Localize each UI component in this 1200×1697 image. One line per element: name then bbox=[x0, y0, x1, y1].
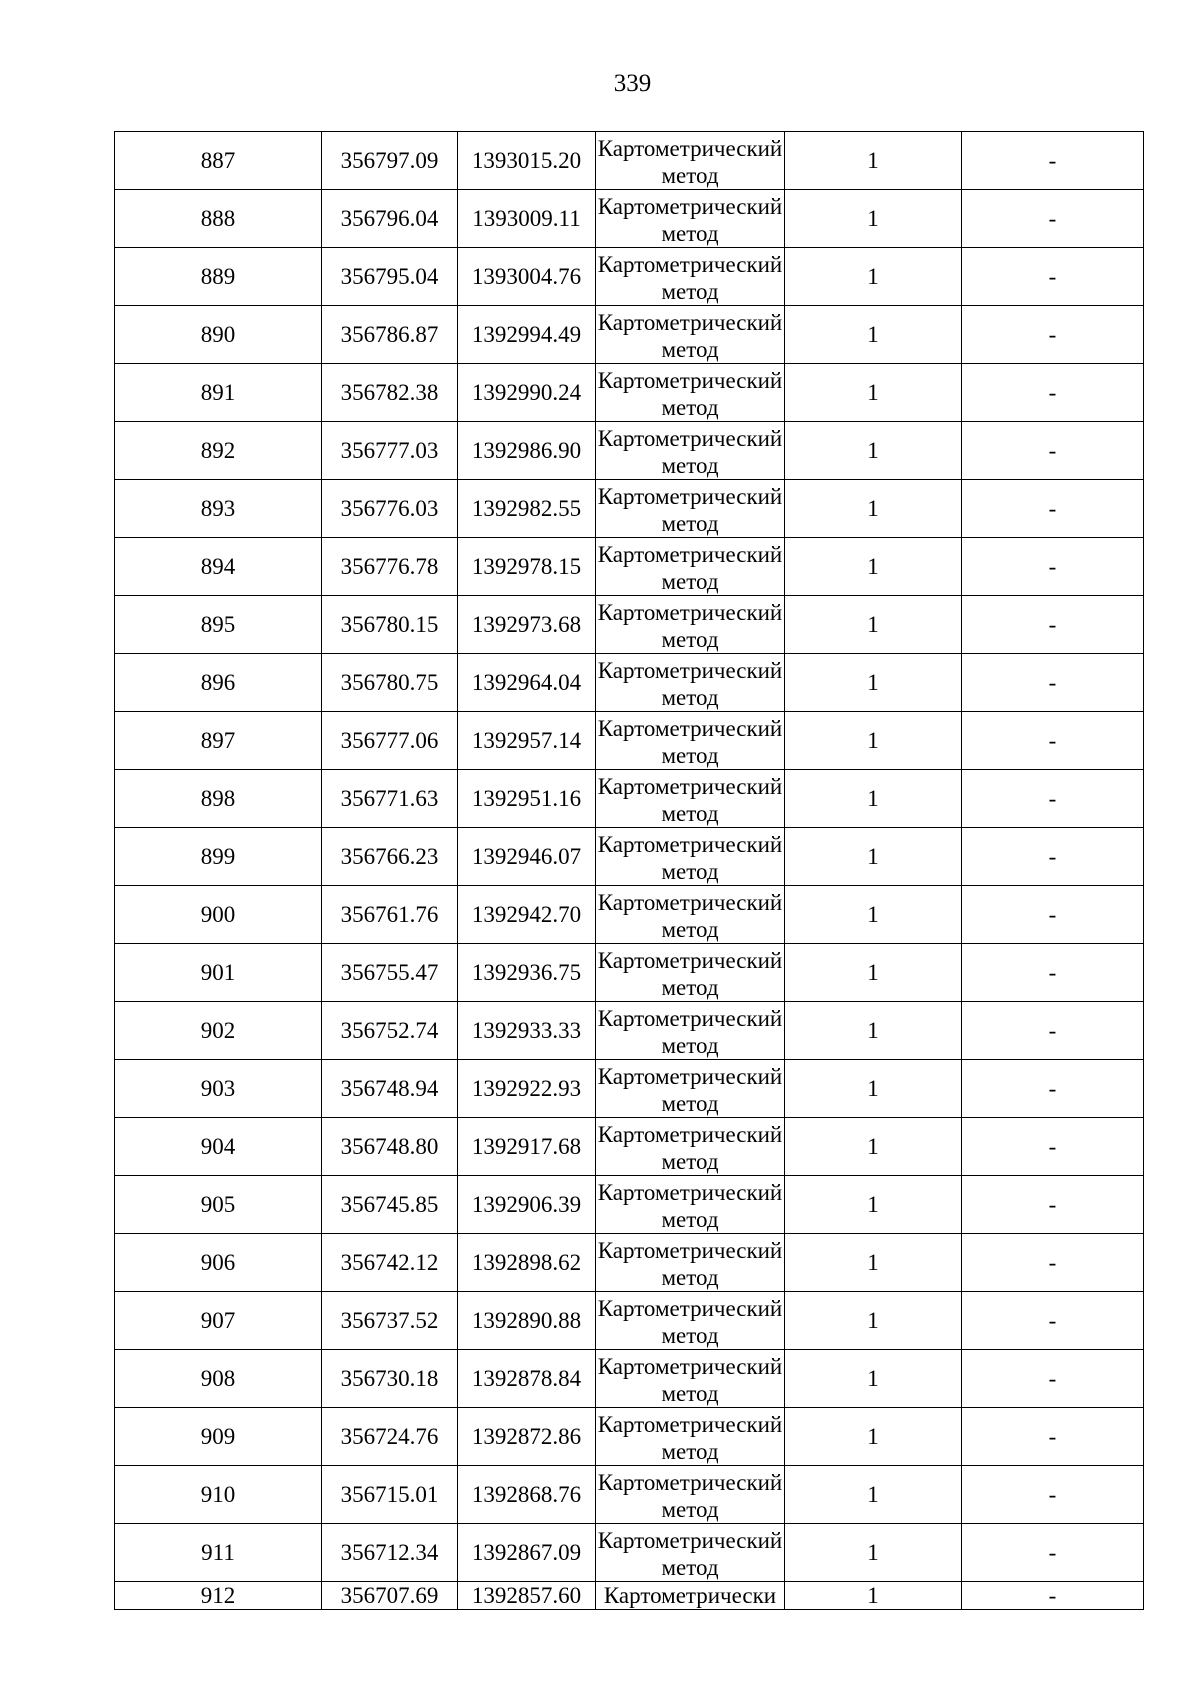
x-coordinate-cell: 356748.94 bbox=[322, 1060, 458, 1118]
point-number-cell: 893 bbox=[115, 480, 322, 538]
note-cell: - bbox=[962, 538, 1144, 596]
note-cell: - bbox=[962, 1582, 1144, 1610]
accuracy-cell: 1 bbox=[785, 828, 962, 886]
table-row bbox=[115, 596, 1144, 654]
accuracy-cell: 1 bbox=[785, 132, 962, 190]
point-number-cell: 894 bbox=[115, 538, 322, 596]
table-row bbox=[115, 364, 1144, 422]
method-cell: Картометрический метод bbox=[596, 248, 785, 306]
accuracy-cell: 1 bbox=[785, 654, 962, 712]
accuracy-cell: 1 bbox=[785, 538, 962, 596]
method-cell: Картометрический метод bbox=[596, 306, 785, 364]
table-row bbox=[115, 944, 1144, 1002]
method-cell: Картометрический метод bbox=[596, 538, 785, 596]
x-coordinate-cell: 356730.18 bbox=[322, 1350, 458, 1408]
table-row bbox=[115, 1466, 1144, 1524]
table-row bbox=[115, 190, 1144, 248]
note-cell: - bbox=[962, 596, 1144, 654]
note-cell: - bbox=[962, 1234, 1144, 1292]
accuracy-cell: 1 bbox=[785, 306, 962, 364]
y-coordinate-cell: 1392936.75 bbox=[458, 944, 596, 1002]
note-cell: - bbox=[962, 944, 1144, 1002]
table-row bbox=[115, 1002, 1144, 1060]
method-cell: Картометрический метод bbox=[596, 1292, 785, 1350]
coordinates-table-body bbox=[115, 132, 1144, 1610]
y-coordinate-cell: 1392922.93 bbox=[458, 1060, 596, 1118]
x-coordinate-cell: 356796.04 bbox=[322, 190, 458, 248]
table-row bbox=[115, 1176, 1144, 1234]
point-number-cell: 900 bbox=[115, 886, 322, 944]
x-coordinate-cell: 356745.85 bbox=[322, 1176, 458, 1234]
point-number-cell: 902 bbox=[115, 1002, 322, 1060]
note-cell: - bbox=[962, 712, 1144, 770]
y-coordinate-cell: 1392978.15 bbox=[458, 538, 596, 596]
method-cell: Картометрический метод bbox=[596, 654, 785, 712]
point-number-cell: 910 bbox=[115, 1466, 322, 1524]
note-cell: - bbox=[962, 1176, 1144, 1234]
y-coordinate-cell: 1392986.90 bbox=[458, 422, 596, 480]
x-coordinate-cell: 356715.01 bbox=[322, 1466, 458, 1524]
point-number-cell: 901 bbox=[115, 944, 322, 1002]
accuracy-cell: 1 bbox=[785, 248, 962, 306]
accuracy-cell: 1 bbox=[785, 1292, 962, 1350]
point-number-cell: 908 bbox=[115, 1350, 322, 1408]
method-cell: Картометрический метод bbox=[596, 132, 785, 190]
point-number-cell: 905 bbox=[115, 1176, 322, 1234]
method-cell: Картометрический метод bbox=[596, 596, 785, 654]
accuracy-cell: 1 bbox=[785, 1350, 962, 1408]
table-row bbox=[115, 1118, 1144, 1176]
accuracy-cell: 1 bbox=[785, 596, 962, 654]
accuracy-cell: 1 bbox=[785, 770, 962, 828]
y-coordinate-cell: 1392973.68 bbox=[458, 596, 596, 654]
note-cell: - bbox=[962, 248, 1144, 306]
method-cell: Картометрический метод bbox=[596, 886, 785, 944]
table-row bbox=[115, 712, 1144, 770]
method-cell: Картометрический метод bbox=[596, 422, 785, 480]
point-number-cell: 897 bbox=[115, 712, 322, 770]
accuracy-cell: 1 bbox=[785, 944, 962, 1002]
method-cell: Картометрический метод bbox=[596, 1002, 785, 1060]
y-coordinate-cell: 1392878.84 bbox=[458, 1350, 596, 1408]
x-coordinate-cell: 356748.80 bbox=[322, 1118, 458, 1176]
y-coordinate-cell: 1392917.68 bbox=[458, 1118, 596, 1176]
table-row bbox=[115, 1408, 1144, 1466]
accuracy-cell: 1 bbox=[785, 1582, 962, 1610]
table-row bbox=[115, 1582, 1144, 1610]
accuracy-cell: 1 bbox=[785, 1524, 962, 1582]
note-cell: - bbox=[962, 770, 1144, 828]
point-number-cell: 892 bbox=[115, 422, 322, 480]
point-number-cell: 903 bbox=[115, 1060, 322, 1118]
method-cell: Картометрический метод bbox=[596, 712, 785, 770]
method-cell: Картометрический метод bbox=[596, 480, 785, 538]
y-coordinate-cell: 1392890.88 bbox=[458, 1292, 596, 1350]
accuracy-cell: 1 bbox=[785, 422, 962, 480]
y-coordinate-cell: 1392857.60 bbox=[458, 1582, 596, 1610]
point-number-cell: 907 bbox=[115, 1292, 322, 1350]
point-number-cell: 895 bbox=[115, 596, 322, 654]
table-row bbox=[115, 770, 1144, 828]
x-coordinate-cell: 356755.47 bbox=[322, 944, 458, 1002]
y-coordinate-cell: 1392906.39 bbox=[458, 1176, 596, 1234]
accuracy-cell: 1 bbox=[785, 886, 962, 944]
point-number-cell: 890 bbox=[115, 306, 322, 364]
accuracy-cell: 1 bbox=[785, 480, 962, 538]
y-coordinate-cell: 1392982.55 bbox=[458, 480, 596, 538]
x-coordinate-cell: 356780.75 bbox=[322, 654, 458, 712]
table-row bbox=[115, 132, 1144, 190]
x-coordinate-cell: 356795.04 bbox=[322, 248, 458, 306]
y-coordinate-cell: 1392933.33 bbox=[458, 1002, 596, 1060]
note-cell: - bbox=[962, 364, 1144, 422]
y-coordinate-cell: 1393004.76 bbox=[458, 248, 596, 306]
page-number: 339 bbox=[613, 70, 652, 97]
note-cell: - bbox=[962, 654, 1144, 712]
method-cell: Картометрический метод bbox=[596, 1176, 785, 1234]
note-cell: - bbox=[962, 1466, 1144, 1524]
y-coordinate-cell: 1393015.20 bbox=[458, 132, 596, 190]
note-cell: - bbox=[962, 1408, 1144, 1466]
y-coordinate-cell: 1392898.62 bbox=[458, 1234, 596, 1292]
y-coordinate-cell: 1392964.04 bbox=[458, 654, 596, 712]
accuracy-cell: 1 bbox=[785, 712, 962, 770]
point-number-cell: 904 bbox=[115, 1118, 322, 1176]
y-coordinate-cell: 1392994.49 bbox=[458, 306, 596, 364]
x-coordinate-cell: 356782.38 bbox=[322, 364, 458, 422]
method-cell: Картометрический метод bbox=[596, 1408, 785, 1466]
note-cell: - bbox=[962, 1060, 1144, 1118]
x-coordinate-cell: 356771.63 bbox=[322, 770, 458, 828]
note-cell: - bbox=[962, 828, 1144, 886]
note-cell: - bbox=[962, 886, 1144, 944]
method-cell: Картометрический метод bbox=[596, 1350, 785, 1408]
accuracy-cell: 1 bbox=[785, 1060, 962, 1118]
table-row bbox=[115, 1524, 1144, 1582]
method-cell: Картометрический метод bbox=[596, 364, 785, 422]
point-number-cell: 891 bbox=[115, 364, 322, 422]
point-number-cell: 912 bbox=[115, 1582, 322, 1610]
x-coordinate-cell: 356761.76 bbox=[322, 886, 458, 944]
point-number-cell: 911 bbox=[115, 1524, 322, 1582]
method-cell: Картометрический метод bbox=[596, 1234, 785, 1292]
method-cell: Картометрически bbox=[596, 1582, 785, 1610]
accuracy-cell: 1 bbox=[785, 1118, 962, 1176]
method-cell: Картометрический метод bbox=[596, 1466, 785, 1524]
table-row bbox=[115, 480, 1144, 538]
accuracy-cell: 1 bbox=[785, 190, 962, 248]
x-coordinate-cell: 356766.23 bbox=[322, 828, 458, 886]
note-cell: - bbox=[962, 190, 1144, 248]
point-number-cell: 906 bbox=[115, 1234, 322, 1292]
note-cell: - bbox=[962, 1350, 1144, 1408]
table-row bbox=[115, 1234, 1144, 1292]
note-cell: - bbox=[962, 1002, 1144, 1060]
note-cell: - bbox=[962, 306, 1144, 364]
x-coordinate-cell: 356724.76 bbox=[322, 1408, 458, 1466]
method-cell: Картометрический метод bbox=[596, 944, 785, 1002]
table-row bbox=[115, 1350, 1144, 1408]
table-row bbox=[115, 538, 1144, 596]
table-row bbox=[115, 1292, 1144, 1350]
x-coordinate-cell: 356780.15 bbox=[322, 596, 458, 654]
y-coordinate-cell: 1392867.09 bbox=[458, 1524, 596, 1582]
note-cell: - bbox=[962, 422, 1144, 480]
note-cell: - bbox=[962, 1524, 1144, 1582]
x-coordinate-cell: 356707.69 bbox=[322, 1582, 458, 1610]
table-row bbox=[115, 886, 1144, 944]
x-coordinate-cell: 356776.78 bbox=[322, 538, 458, 596]
x-coordinate-cell: 356737.52 bbox=[322, 1292, 458, 1350]
x-coordinate-cell: 356777.03 bbox=[322, 422, 458, 480]
point-number-cell: 909 bbox=[115, 1408, 322, 1466]
y-coordinate-cell: 1392868.76 bbox=[458, 1466, 596, 1524]
method-cell: Картометрический метод bbox=[596, 1060, 785, 1118]
method-cell: Картометрический метод bbox=[596, 770, 785, 828]
point-number-cell: 889 bbox=[115, 248, 322, 306]
note-cell: - bbox=[962, 132, 1144, 190]
method-cell: Картометрический метод bbox=[596, 1524, 785, 1582]
method-cell: Картометрический метод bbox=[596, 828, 785, 886]
table-row bbox=[115, 306, 1144, 364]
y-coordinate-cell: 1392957.14 bbox=[458, 712, 596, 770]
note-cell: - bbox=[962, 480, 1144, 538]
method-cell: Картометрический метод bbox=[596, 190, 785, 248]
point-number-cell: 888 bbox=[115, 190, 322, 248]
x-coordinate-cell: 356742.12 bbox=[322, 1234, 458, 1292]
y-coordinate-cell: 1392990.24 bbox=[458, 364, 596, 422]
y-coordinate-cell: 1392946.07 bbox=[458, 828, 596, 886]
table-row bbox=[115, 828, 1144, 886]
accuracy-cell: 1 bbox=[785, 1002, 962, 1060]
x-coordinate-cell: 356786.87 bbox=[322, 306, 458, 364]
y-coordinate-cell: 1392872.86 bbox=[458, 1408, 596, 1466]
accuracy-cell: 1 bbox=[785, 1176, 962, 1234]
accuracy-cell: 1 bbox=[785, 364, 962, 422]
y-coordinate-cell: 1392951.16 bbox=[458, 770, 596, 828]
point-number-cell: 898 bbox=[115, 770, 322, 828]
accuracy-cell: 1 bbox=[785, 1466, 962, 1524]
x-coordinate-cell: 356777.06 bbox=[322, 712, 458, 770]
table-row bbox=[115, 1060, 1144, 1118]
method-cell: Картометрический метод bbox=[596, 1118, 785, 1176]
y-coordinate-cell: 1393009.11 bbox=[458, 190, 596, 248]
y-coordinate-cell: 1392942.70 bbox=[458, 886, 596, 944]
table-row bbox=[115, 248, 1144, 306]
x-coordinate-cell: 356776.03 bbox=[322, 480, 458, 538]
accuracy-cell: 1 bbox=[785, 1408, 962, 1466]
table-row bbox=[115, 654, 1144, 712]
table-row bbox=[115, 422, 1144, 480]
x-coordinate-cell: 356752.74 bbox=[322, 1002, 458, 1060]
x-coordinate-cell: 356797.09 bbox=[322, 132, 458, 190]
point-number-cell: 899 bbox=[115, 828, 322, 886]
note-cell: - bbox=[962, 1292, 1144, 1350]
accuracy-cell: 1 bbox=[785, 1234, 962, 1292]
point-number-cell: 896 bbox=[115, 654, 322, 712]
point-number-cell: 887 bbox=[115, 132, 322, 190]
x-coordinate-cell: 356712.34 bbox=[322, 1524, 458, 1582]
coordinates-table bbox=[114, 131, 1144, 1610]
note-cell: - bbox=[962, 1118, 1144, 1176]
